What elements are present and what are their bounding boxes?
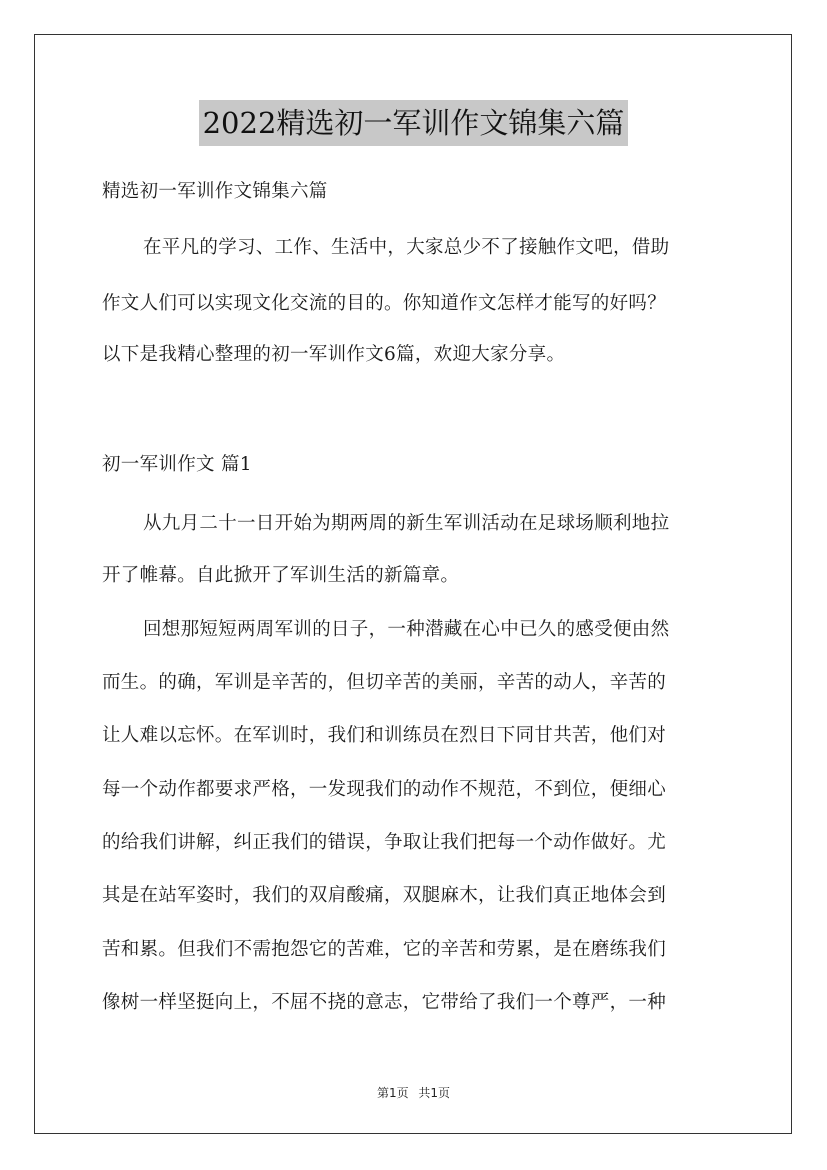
document-title: 2022精选初一军训作文锦集六篇: [199, 100, 629, 146]
page-footer: [0, 1084, 827, 1101]
document-subtitle: 精选初一军训作文锦集六篇: [102, 181, 328, 202]
paragraph-line: 回想那短短两周军训的日子，一种潜藏在心中已久的感受便由然: [143, 619, 670, 640]
paragraph-line: 苦和累。但我们不需抱怨它的苦难，它的辛苦和劳累，是在磨练我们: [102, 939, 667, 960]
paragraph-line: 每一个动作都要求严格，一发现我们的动作不规范，不到位，便细心: [102, 779, 667, 800]
intro-line: 在平凡的学习、工作、生活中，大家总少不了接触作文吧，借助: [143, 237, 670, 258]
section-heading: 初一军训作文 篇1: [102, 454, 252, 475]
page-total: 共1页: [418, 1086, 451, 1100]
paragraph-line: 其是在站军姿时，我们的双肩酸痛，双腿麻木，让我们真正地体会到: [102, 885, 667, 906]
paragraph-line: 从九月二十一日开始为期两周的新生军训活动在足球场顺利地拉: [143, 513, 670, 534]
page-number: 第1页: [376, 1086, 409, 1100]
intro-line: 以下是我精心整理的初一军训作文6篇，欢迎大家分享。: [102, 344, 566, 365]
title-container: [0, 100, 827, 146]
paragraph-line: 而生。的确，军训是辛苦的，但切辛苦的美丽，辛苦的动人，辛苦的: [102, 672, 667, 693]
paragraph-line: 开了帷幕。自此掀开了军训生活的新篇章。: [102, 565, 460, 586]
paragraph-line: 像树一样坚挺向上，不屈不挠的意志，它带给了我们一个尊严，一种: [102, 992, 667, 1013]
intro-line: 作文人们可以实现文化交流的目的。你知道作文怎样才能写的好吗？: [102, 293, 667, 314]
paragraph-line: 让人难以忘怀。在军训时，我们和训练员在烈日下同甘共苦，他们对: [102, 725, 667, 746]
paragraph-line: 的给我们讲解，纠正我们的错误，争取让我们把每一个动作做好。尤: [102, 832, 667, 853]
